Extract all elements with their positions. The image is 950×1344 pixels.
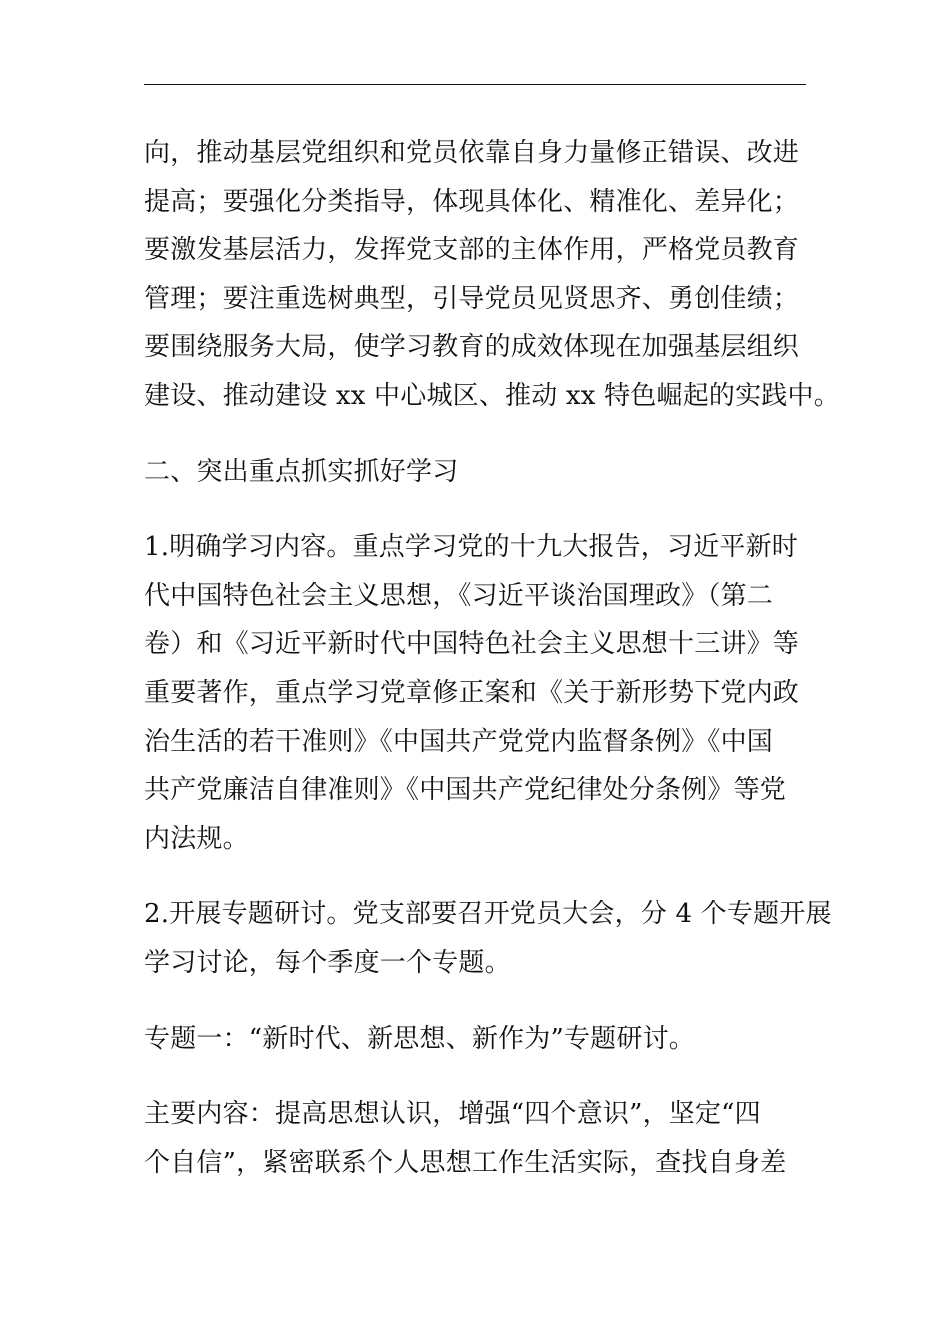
- list-item-seminar: [144, 890, 832, 987]
- text-line: 代中国特色社会主义思想，《习近平谈治国理政》（第二: [144, 580, 774, 611]
- text-line: 管理；要注重选树典型，引导党员见贤思齐、勇创佳绩；: [144, 283, 800, 314]
- text-line: 治生活的若干准则》《中国共产党党内监督条例》《中国: [144, 726, 774, 757]
- text-line: 向，推动基层党组织和党员依靠自身力量修正错误、改进: [144, 138, 800, 168]
- topic-title: [144, 1015, 808, 1064]
- text-line: 2.开展专题研讨。党支部要召开党员大会，分 4 个专题开展: [144, 899, 832, 930]
- text-line: 主要内容：提高思想认识，增强“四个意识”，坚定“四: [144, 1099, 761, 1130]
- text-line: 提高；要强化分类指导，体现具体化、精准化、差异化；: [144, 186, 800, 217]
- header-rule: [144, 84, 806, 85]
- section-heading: [144, 448, 808, 497]
- text-line: 要围绕服务大局，使学习教育的成效体现在加强基层组织: [144, 332, 800, 363]
- text-line: 内法规。: [144, 823, 249, 854]
- text-line: 共产党廉洁自律准则》《中国共产党纪律处分条例》等党: [144, 775, 787, 806]
- text-line: 建设、推动建设 xx 中心城区、推动 xx 特色崛起的实践中。: [144, 380, 840, 411]
- paragraph-continuation: [144, 129, 840, 421]
- list-item-study-content: [144, 523, 808, 863]
- text-line: 专题一：“新时代、新思想、新作为”专题研讨。: [144, 1023, 695, 1054]
- text-line: 学习讨论，每个季度一个专题。: [144, 947, 511, 978]
- text-line: 1.明确学习内容。重点学习党的十九大报告，习近平新时: [144, 532, 799, 563]
- topic-main-content: [144, 1090, 808, 1187]
- text-line: 个自信”，紧密联系个人思想工作生活实际，查找自身差: [144, 1147, 787, 1178]
- text-line: 重要著作，重点学习党章修正案和《关于新形势下党内政: [144, 677, 800, 708]
- heading-text: 二、突出重点抓实抓好学习: [144, 456, 459, 487]
- text-line: 卷）和《习近平新时代中国特色社会主义思想十三讲》等: [144, 629, 800, 660]
- document-body: [144, 129, 840, 1214]
- text-line: 要激发基层活力，发挥党支部的主体作用，严格党员教育: [144, 235, 800, 266]
